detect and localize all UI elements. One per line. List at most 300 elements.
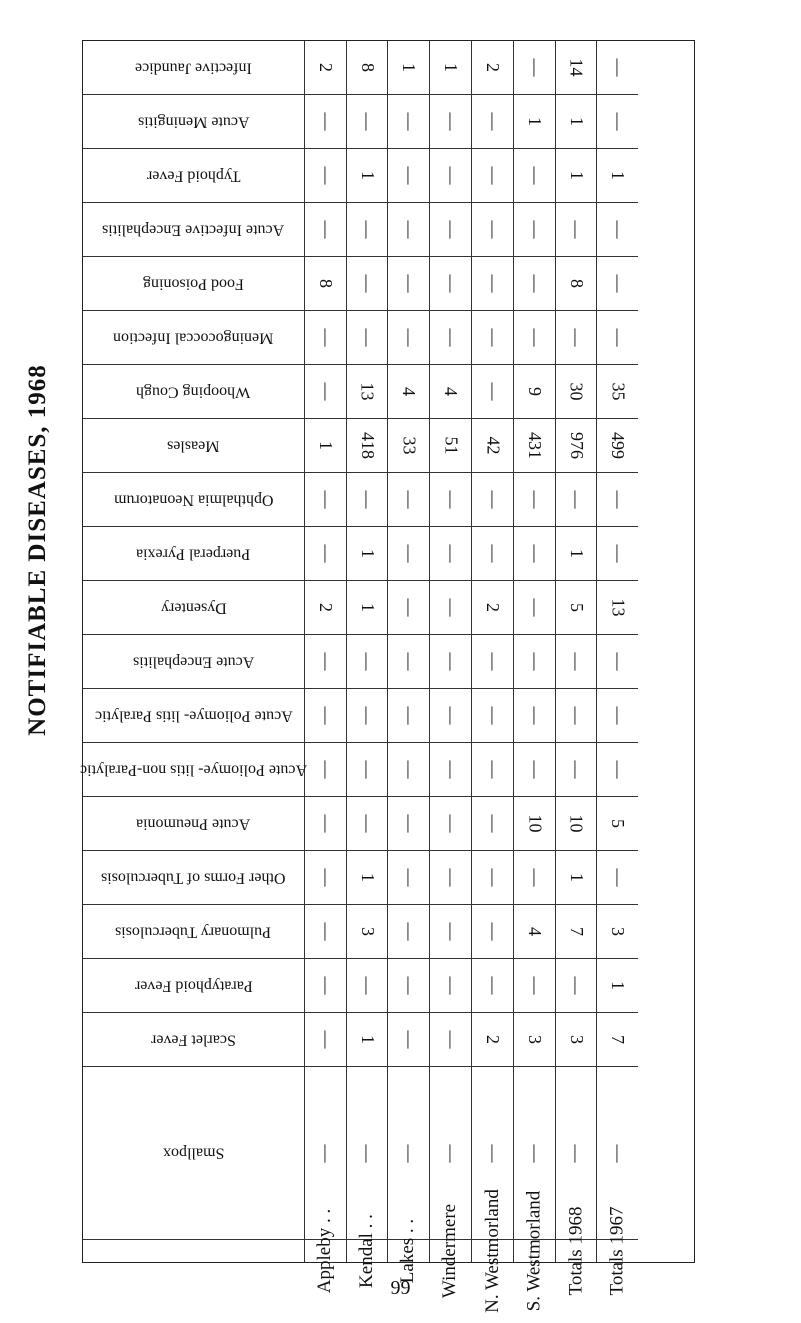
table-cell [514,41,556,95]
table-cell [556,1013,597,1067]
column-header-label: Infective Jaundice [135,59,252,77]
cell-value: 3 [525,1035,545,1045]
table-cell [430,95,472,149]
cell-value: 418 [357,432,378,460]
cell-value: 1 [441,63,461,72]
column-header-label: Other Forms of Tuberculosis [101,869,286,887]
column-header-label: Acute Encephalitis [132,653,255,671]
column-header-label: Acute Meningitis [137,113,250,131]
cell-value: 1 [399,63,419,72]
cell-value: 1 [357,171,378,181]
cell-value: — [357,652,378,671]
cell-value: — [399,166,419,185]
column-header-label: Paratyphoid Fever [134,977,253,995]
cell-value: — [357,760,378,779]
cell-value: — [525,58,545,77]
table-cell [472,959,514,1013]
table-cell [514,365,556,419]
table-cell [305,527,347,581]
table-cell [388,689,430,743]
table-cell [305,797,347,851]
cell-value: — [316,328,336,347]
cell-value: — [316,760,336,779]
cell-value: — [441,922,461,941]
cell-value: — [316,220,336,239]
table-cell [514,959,556,1013]
table-cell [305,365,347,419]
cell-value: — [316,706,336,725]
cell-value: — [566,652,587,671]
column-header-label: Food Poisoning [143,275,244,293]
table-cell [597,527,638,581]
cell-value: — [316,112,336,131]
column-header [83,1067,305,1240]
cell-value: — [525,598,545,617]
cell-value: — [316,490,336,509]
cell-value: — [399,976,419,995]
table-cell [514,635,556,689]
table-cell [472,797,514,851]
cell-value: — [608,328,628,347]
cell-value: — [525,868,545,887]
cell-value: — [566,1144,587,1163]
cell-value: — [525,220,545,239]
table-cell [305,41,347,95]
table-cell [347,311,388,365]
cell-value: 5 [566,603,587,613]
table-cell [514,905,556,959]
cell-value: 14 [566,58,587,77]
table-cell [472,149,514,203]
cell-value: — [483,760,503,779]
cell-value: 4 [399,387,419,397]
table-cell [430,635,472,689]
table-cell [347,257,388,311]
column-header [83,473,305,527]
cell-value: 2 [483,1035,503,1045]
page-number: 99 [390,1277,411,1299]
table-cell [305,419,347,473]
table-cell [305,1013,347,1067]
table-cell [597,149,638,203]
column-header [83,959,305,1013]
table-cell [347,41,388,95]
area-label: Lakes . . [397,1218,419,1284]
column-header [83,1013,305,1067]
column-header [83,419,305,473]
area-label: Windermere [439,1203,461,1299]
table-cell [305,311,347,365]
column-header-label: Measles [167,437,220,455]
cell-value: — [357,706,378,725]
cell-value: — [441,328,461,347]
cell-value: 8 [357,63,378,72]
table-cell [305,905,347,959]
table-cell [597,257,638,311]
notifiable-diseases-table [79,40,695,1313]
table-cell [472,743,514,797]
area-label: N. Westmorland [481,1189,503,1313]
cell-value: — [483,706,503,725]
cell-value: — [399,760,419,779]
table-cell [514,257,556,311]
table-cell [347,959,388,1013]
cell-value: 3 [357,927,378,937]
cell-value: — [316,1030,336,1049]
table-cell [597,581,638,635]
table-cell [472,311,514,365]
cell-value: 499 [608,432,628,460]
cell-value: — [399,112,419,131]
cell-value: — [608,544,628,563]
column-header [83,257,305,311]
table-cell [514,203,556,257]
table-cell [388,743,430,797]
cell-value: 1 [357,1035,378,1045]
cell-value: — [441,868,461,887]
table-cell [388,41,430,95]
cell-value: — [566,976,587,995]
table-cell [556,689,597,743]
cell-value: 5 [608,819,628,829]
table-cell [388,851,430,905]
table-cell [305,581,347,635]
cell-value: — [483,976,503,995]
column-header-label: Acute Poliomye- litis Paralytic [94,707,293,725]
table-cell [597,797,638,851]
cell-value: — [608,760,628,779]
cell-value: — [483,544,503,563]
table-cell [388,149,430,203]
cell-value: — [483,490,503,509]
cell-value: — [357,112,378,131]
cell-value: — [566,760,587,779]
table-cell [472,41,514,95]
table-cell [514,689,556,743]
table-cell [472,419,514,473]
table-cell [472,257,514,311]
column-header [83,581,305,635]
column-header [83,689,305,743]
table-cell [430,419,472,473]
table-cell [597,905,638,959]
table-cell [597,95,638,149]
cell-value: — [608,112,628,131]
cell-value: — [357,490,378,509]
cell-value: — [441,490,461,509]
table-cell [556,635,597,689]
cell-value: — [399,922,419,941]
column-header-label: Pulmonary Tuberculosis [115,923,272,941]
cell-value: — [357,976,378,995]
column-header [83,797,305,851]
table-cell [472,527,514,581]
cell-value: — [566,328,587,347]
cell-value: — [399,868,419,887]
table-cell [430,689,472,743]
cell-value: — [483,652,503,671]
column-header-label: Meningococcal Infection [113,329,274,347]
table-cell [305,149,347,203]
cell-value: — [399,274,419,293]
table-cell [430,743,472,797]
cell-value: — [441,1030,461,1049]
table-cell [472,203,514,257]
cell-value: — [316,652,336,671]
cell-value: — [357,814,378,833]
cell-value: — [441,112,461,131]
cell-value: — [525,544,545,563]
table-cell [347,905,388,959]
table-cell [347,527,388,581]
cell-value: — [608,220,628,239]
table-cell [514,851,556,905]
cell-value: — [483,1144,503,1163]
cell-value: — [525,1144,545,1163]
table-cell [430,1013,472,1067]
cell-value: — [525,328,545,347]
table-cell [388,635,430,689]
cell-value: 1 [608,981,628,991]
cell-value: — [483,112,503,131]
table-cell [472,473,514,527]
table-cell [514,1013,556,1067]
table-cell [597,689,638,743]
table-cell [597,743,638,797]
table-cell [347,689,388,743]
table-cell [388,1013,430,1067]
table-cell [597,473,638,527]
cell-value: — [441,598,461,617]
cell-value: 42 [483,436,503,455]
table-cell [305,257,347,311]
cell-value: — [399,814,419,833]
column-header [83,851,305,905]
cell-value: 1 [316,441,336,451]
area-label: Appleby . . [314,1208,336,1294]
cell-value: 1 [525,117,545,126]
area-label-cell [472,1189,514,1313]
table-cell [347,365,388,419]
column-header [79,743,308,797]
cell-value: 2 [483,63,503,72]
cell-value: 2 [316,63,336,72]
table-cell [514,527,556,581]
column-header [83,365,305,419]
area-label-cell [514,1190,556,1312]
cell-value: — [608,652,628,671]
cell-value: 1 [566,549,587,559]
area-label-cell [556,1206,597,1296]
column-header [83,905,305,959]
table-cell [597,635,638,689]
cell-value: — [357,1144,378,1163]
table-cell [472,365,514,419]
cell-value: — [399,328,419,347]
table-cell [556,257,597,311]
column-header-label: Smallpox [162,1144,225,1162]
cell-value: — [357,328,378,347]
page-title [8,100,68,1000]
cell-value: 7 [566,927,587,937]
table-cell [430,365,472,419]
cell-value: — [525,976,545,995]
table-cell [556,959,597,1013]
cell-value: — [441,652,461,671]
table-cell [430,473,472,527]
column-header [83,203,305,257]
cell-value: — [483,922,503,941]
table-cell [556,95,597,149]
table-cell [597,365,638,419]
table-cell [514,149,556,203]
area-label-cell [347,1214,388,1288]
cell-value: — [399,490,419,509]
page-title-text: NOTIFIABLE DISEASES, 1968 [24,364,52,736]
table-cell [305,959,347,1013]
table-cell [388,419,430,473]
cell-value: — [441,544,461,563]
cell-value: 9 [525,387,545,397]
table-cell [388,527,430,581]
cell-value: 3 [566,1035,587,1045]
table-cell [514,311,556,365]
cell-value: 1 [566,873,587,883]
cell-value: 13 [357,382,378,401]
table-cell [514,581,556,635]
table-cell [472,1013,514,1067]
table-cell [347,419,388,473]
table-cell [347,203,388,257]
table-cell [556,797,597,851]
cell-value: — [441,814,461,833]
cell-value: — [608,1144,628,1163]
column-header [83,527,305,581]
cell-value: — [608,706,628,725]
cell-value: 1 [357,873,378,883]
table-cell [388,95,430,149]
table-cell [305,689,347,743]
cell-value: 13 [608,598,628,617]
table-cell [556,41,597,95]
cell-value: — [399,706,419,725]
table-cell [514,95,556,149]
table-cell [472,851,514,905]
cell-value: 30 [566,382,587,401]
table-cell [388,365,430,419]
table-cell [556,851,597,905]
table-cell [472,635,514,689]
table-cell [556,473,597,527]
cell-value: — [525,274,545,293]
cell-value: 1 [608,171,628,181]
table-cell [430,257,472,311]
area-label: S. Westmorland [523,1190,545,1312]
cell-value: — [525,490,545,509]
cell-value: 4 [441,387,461,397]
table-cell [430,797,472,851]
cell-value: — [316,382,336,401]
table-cell [556,581,597,635]
cell-value: — [399,544,419,563]
table-cell [597,959,638,1013]
column-header-label: Acute Pneumonia [136,815,251,833]
area-header-cell [83,1240,305,1262]
cell-value: 51 [441,436,461,455]
cell-value: — [316,868,336,887]
area-label-cell [597,1206,638,1296]
table-cell [514,419,556,473]
cell-value: — [483,868,503,887]
table-cell [347,149,388,203]
cell-value: 8 [566,279,587,289]
table-cell [472,95,514,149]
cell-value: — [483,382,503,401]
table-cell [472,905,514,959]
cell-value: 1 [566,117,587,126]
table-cell [556,419,597,473]
table-cell [347,635,388,689]
table-cell [388,1067,430,1240]
table-cell [430,311,472,365]
cell-value: — [608,868,628,887]
table-cell [597,851,638,905]
table-cell [347,743,388,797]
table-cell [514,473,556,527]
table-cell [388,905,430,959]
cell-value: — [357,274,378,293]
table-cell [347,581,388,635]
cell-value: — [566,490,587,509]
cell-value: — [316,544,336,563]
area-label: Kendal . . [356,1214,377,1288]
table-cell [597,311,638,365]
table-cell [430,959,472,1013]
cell-value: — [483,328,503,347]
cell-value: 10 [566,814,587,833]
cell-value: 431 [525,432,545,460]
area-label-cell [430,1203,472,1299]
table-cell [305,851,347,905]
cell-value: 7 [608,1035,628,1045]
table-cell [388,581,430,635]
table-cell [347,797,388,851]
column-header-label: Acute Poliomye- litis non-Paralytic [79,761,308,779]
cell-value: — [483,274,503,293]
cell-value: — [608,58,628,77]
area-label: Totals 1967 [606,1206,628,1296]
cell-value: — [357,220,378,239]
table-cell [556,365,597,419]
table-cell [597,41,638,95]
table-cell [556,311,597,365]
table-cell [430,851,472,905]
table-cell [597,419,638,473]
cell-value: 1 [357,603,378,613]
table-cell [347,1013,388,1067]
table-cell [305,203,347,257]
cell-value: — [441,1144,461,1163]
cell-value: — [441,760,461,779]
column-header [83,311,305,365]
cell-value: 33 [399,436,419,455]
table-cell [514,743,556,797]
cell-value: 10 [525,814,545,833]
column-header-label: Typhoid Fever [146,167,241,185]
column-header-label: Puerperal Pyrexia [136,545,251,563]
cell-value: 35 [608,382,628,401]
table-cell [472,689,514,743]
